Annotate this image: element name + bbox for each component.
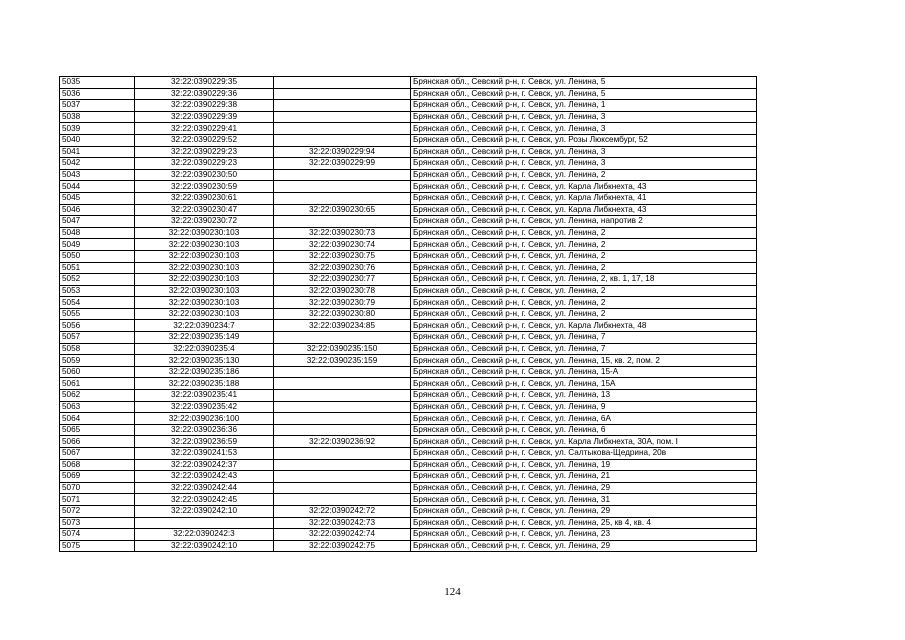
table-row xyxy=(60,134,757,146)
row-number-cell: 5072 xyxy=(60,505,135,517)
table-row xyxy=(60,332,757,344)
cadastral-table-body xyxy=(60,77,757,552)
table-row xyxy=(60,424,757,436)
row-number-cell: 5042 xyxy=(60,158,135,170)
related-number-cell xyxy=(274,77,411,89)
address-cell: Брянская обл., Севский р-н, г. Севск, ул. Ленина, 3 xyxy=(411,123,757,135)
related-number-cell: 32:22:0390242:73 xyxy=(274,517,411,529)
address-cell: Брянская обл., Севский р-н, г. Севск, ул. Ленина, 2 xyxy=(411,239,757,251)
cadastral-table xyxy=(59,76,757,552)
related-number-cell xyxy=(274,471,411,483)
cadastral-number-cell: 32:22:0390235:186 xyxy=(135,366,274,378)
row-number-cell: 5071 xyxy=(60,494,135,506)
address-cell: Брянская обл., Севский р-н, г. Севск, ул. Ленина, 2, кв. 1, 17, 18 xyxy=(411,274,757,286)
row-number-cell: 5050 xyxy=(60,250,135,262)
table-row xyxy=(60,448,757,460)
related-number-cell: 32:22:0390230:76 xyxy=(274,262,411,274)
address-cell: Брянская обл., Севский р-н, г. Севск, ул. Карла Либкнехта, 43 xyxy=(411,181,757,193)
cadastral-number-cell: 32:22:0390230:103 xyxy=(135,227,274,239)
cadastral-number-cell: 32:22:0390229:35 xyxy=(135,77,274,89)
table-row xyxy=(60,517,757,529)
related-number-cell: 32:22:0390230:80 xyxy=(274,308,411,320)
row-number-cell: 5057 xyxy=(60,332,135,344)
table-row xyxy=(60,216,757,228)
address-cell: Брянская обл., Севский р-н, г. Севск, ул. Ленина, 9 xyxy=(411,401,757,413)
row-number-cell: 5035 xyxy=(60,77,135,89)
related-number-cell: 32:22:0390242:72 xyxy=(274,505,411,517)
cadastral-number-cell: 32:22:0390235:130 xyxy=(135,355,274,367)
address-cell: Брянская обл., Севский р-н, г. Севск, ул. Ленина, 1 xyxy=(411,100,757,112)
address-cell: Брянская обл., Севский р-н, г. Севск, ул. Ленина, 2 xyxy=(411,250,757,262)
related-number-cell xyxy=(274,192,411,204)
related-number-cell: 32:22:0390230:74 xyxy=(274,239,411,251)
table-row xyxy=(60,297,757,309)
row-number-cell: 5039 xyxy=(60,123,135,135)
related-number-cell xyxy=(274,88,411,100)
address-cell: Брянская обл., Севский р-н, г. Севск, ул. Ленина, 29 xyxy=(411,540,757,552)
address-cell: Брянская обл., Севский р-н, г. Севск, ул. Ленина, 31 xyxy=(411,494,757,506)
row-number-cell: 5068 xyxy=(60,459,135,471)
table-row xyxy=(60,227,757,239)
related-number-cell xyxy=(274,123,411,135)
row-number-cell: 5060 xyxy=(60,366,135,378)
address-cell: Брянская обл., Севский р-н, г. Севск, ул. Ленина, 6 xyxy=(411,424,757,436)
cadastral-number-cell: 32:22:0390230:103 xyxy=(135,262,274,274)
table-row xyxy=(60,540,757,552)
cadastral-number-cell: 32:22:0390235:149 xyxy=(135,332,274,344)
address-cell: Брянская обл., Севский р-н, г. Севск, ул. Ленина, 15А xyxy=(411,378,757,390)
row-number-cell: 5069 xyxy=(60,471,135,483)
table-row xyxy=(60,123,757,135)
cadastral-number-cell: 32:22:0390230:103 xyxy=(135,274,274,286)
cadastral-number-cell xyxy=(135,517,274,529)
related-number-cell: 32:22:0390242:74 xyxy=(274,529,411,541)
cadastral-number-cell: 32:22:0390229:41 xyxy=(135,123,274,135)
address-cell: Брянская обл., Севский р-н, г. Севск, ул. Ленина, 2 xyxy=(411,262,757,274)
table-row xyxy=(60,274,757,286)
row-number-cell: 5053 xyxy=(60,285,135,297)
cadastral-number-cell: 32:22:0390235:4 xyxy=(135,343,274,355)
address-cell: Брянская обл., Севский р-н, г. Севск, ул. Ленина, напротив 2 xyxy=(411,216,757,228)
table-row xyxy=(60,158,757,170)
row-number-cell: 5055 xyxy=(60,308,135,320)
related-number-cell: 32:22:0390235:150 xyxy=(274,343,411,355)
address-cell: Брянская обл., Севский р-н, г. Севск, ул. Ленина, 3 xyxy=(411,158,757,170)
address-cell: Брянская обл., Севский р-н, г. Севск, ул. Ленина, 2 xyxy=(411,169,757,181)
address-cell: Брянская обл., Севский р-н, г. Севск, ул. Ленина, 15, кв. 2, пом. 2 xyxy=(411,355,757,367)
cadastral-number-cell: 32:22:0390230:103 xyxy=(135,239,274,251)
cadastral-number-cell: 32:22:0390230:103 xyxy=(135,297,274,309)
related-number-cell: 32:22:0390230:77 xyxy=(274,274,411,286)
address-cell: Брянская обл., Севский р-н, г. Севск, ул. Розы Люксембург, 52 xyxy=(411,134,757,146)
address-cell: Брянская обл., Севский р-н, г. Севск, ул. Ленина, 3 xyxy=(411,146,757,158)
table-row xyxy=(60,320,757,332)
address-cell: Брянская обл., Севский р-н, г. Севск, ул. Ленина, 19 xyxy=(411,459,757,471)
row-number-cell: 5041 xyxy=(60,146,135,158)
related-number-cell xyxy=(274,494,411,506)
table-row xyxy=(60,401,757,413)
address-cell: Брянская обл., Севский р-н, г. Севск, ул. Ленина, 25, кв 4, кв. 4 xyxy=(411,517,757,529)
cadastral-number-cell: 32:22:0390229:52 xyxy=(135,134,274,146)
table-row xyxy=(60,146,757,158)
row-number-cell: 5070 xyxy=(60,482,135,494)
row-number-cell: 5047 xyxy=(60,216,135,228)
address-cell: Брянская обл., Севский р-н, г. Севск, ул. Ленина, 7 xyxy=(411,343,757,355)
cadastral-number-cell: 32:22:0390230:103 xyxy=(135,308,274,320)
row-number-cell: 5036 xyxy=(60,88,135,100)
row-number-cell: 5073 xyxy=(60,517,135,529)
row-number-cell: 5045 xyxy=(60,192,135,204)
table-row xyxy=(60,390,757,402)
related-number-cell xyxy=(274,390,411,402)
cadastral-number-cell: 32:22:0390242:43 xyxy=(135,471,274,483)
address-cell: Брянская обл., Севский р-н, г. Севск, ул. Ленина, 29 xyxy=(411,482,757,494)
cadastral-number-cell: 32:22:0390229:38 xyxy=(135,100,274,112)
cadastral-number-cell: 32:22:0390230:50 xyxy=(135,169,274,181)
table-row xyxy=(60,494,757,506)
row-number-cell: 5059 xyxy=(60,355,135,367)
row-number-cell: 5074 xyxy=(60,529,135,541)
cadastral-number-cell: 32:22:0390236:36 xyxy=(135,424,274,436)
cadastral-number-cell: 32:22:0390242:10 xyxy=(135,505,274,517)
table-row xyxy=(60,204,757,216)
related-number-cell: 32:22:0390230:75 xyxy=(274,250,411,262)
related-number-cell: 32:22:0390236:92 xyxy=(274,436,411,448)
row-number-cell: 5058 xyxy=(60,343,135,355)
related-number-cell xyxy=(274,332,411,344)
row-number-cell: 5067 xyxy=(60,448,135,460)
address-cell: Брянская обл., Севский р-н, г. Севск, ул. Салтыкова-Щедрина, 20в xyxy=(411,448,757,460)
row-number-cell: 5052 xyxy=(60,274,135,286)
row-number-cell: 5056 xyxy=(60,320,135,332)
address-cell: Брянская обл., Севский р-н, г. Севск, ул. Ленина, 7 xyxy=(411,332,757,344)
table-row xyxy=(60,262,757,274)
related-number-cell xyxy=(274,169,411,181)
table-row xyxy=(60,529,757,541)
row-number-cell: 5065 xyxy=(60,424,135,436)
address-cell: Брянская обл., Севский р-н, г. Севск, ул. Ленина, 2 xyxy=(411,227,757,239)
cadastral-number-cell: 32:22:0390230:59 xyxy=(135,181,274,193)
table-row xyxy=(60,181,757,193)
address-cell: Брянская обл., Севский р-н, г. Севск, ул. Ленина, 23 xyxy=(411,529,757,541)
cadastral-number-cell: 32:22:0390230:103 xyxy=(135,285,274,297)
row-number-cell: 5040 xyxy=(60,134,135,146)
address-cell: Брянская обл., Севский р-н, г. Севск, ул. Ленина, 2 xyxy=(411,297,757,309)
table-row xyxy=(60,285,757,297)
related-number-cell: 32:22:0390230:78 xyxy=(274,285,411,297)
table-row xyxy=(60,343,757,355)
table-row xyxy=(60,482,757,494)
table-row xyxy=(60,77,757,89)
row-number-cell: 5046 xyxy=(60,204,135,216)
related-number-cell: 32:22:0390230:65 xyxy=(274,204,411,216)
address-cell: Брянская обл., Севский р-н, г. Севск, ул. Ленина, 5 xyxy=(411,77,757,89)
related-number-cell: 32:22:0390235:159 xyxy=(274,355,411,367)
cadastral-number-cell: 32:22:0390230:47 xyxy=(135,204,274,216)
row-number-cell: 5051 xyxy=(60,262,135,274)
cadastral-number-cell: 32:22:0390230:103 xyxy=(135,250,274,262)
related-number-cell xyxy=(274,413,411,425)
row-number-cell: 5049 xyxy=(60,239,135,251)
address-cell: Брянская обл., Севский р-н, г. Севск, ул. Ленина, 15-А xyxy=(411,366,757,378)
row-number-cell: 5054 xyxy=(60,297,135,309)
row-number-cell: 5037 xyxy=(60,100,135,112)
table-row xyxy=(60,192,757,204)
address-cell: Брянская обл., Севский р-н, г. Севск, ул. Карла Либкнехта, 48 xyxy=(411,320,757,332)
related-number-cell: 32:22:0390229:94 xyxy=(274,146,411,158)
cadastral-number-cell: 32:22:0390230:72 xyxy=(135,216,274,228)
address-cell: Брянская обл., Севский р-н, г. Севск, ул. Ленина, 6А xyxy=(411,413,757,425)
related-number-cell xyxy=(274,134,411,146)
row-number-cell: 5066 xyxy=(60,436,135,448)
related-number-cell: 32:22:0390234:85 xyxy=(274,320,411,332)
table-row xyxy=(60,366,757,378)
related-number-cell: 32:22:0390242:75 xyxy=(274,540,411,552)
cadastral-number-cell: 32:22:0390236:59 xyxy=(135,436,274,448)
row-number-cell: 5063 xyxy=(60,401,135,413)
cadastral-number-cell: 32:22:0390235:42 xyxy=(135,401,274,413)
address-cell: Брянская обл., Севский р-н, г. Севск, ул. Карла Либкнехта, 30А, пом. I xyxy=(411,436,757,448)
related-number-cell xyxy=(274,401,411,413)
table-row xyxy=(60,505,757,517)
row-number-cell: 5043 xyxy=(60,169,135,181)
address-cell: Брянская обл., Севский р-н, г. Севск, ул. Ленина, 29 xyxy=(411,505,757,517)
row-number-cell: 5075 xyxy=(60,540,135,552)
address-cell: Брянская обл., Севский р-н, г. Севск, ул. Ленина, 2 xyxy=(411,308,757,320)
table-row xyxy=(60,471,757,483)
cadastral-number-cell: 32:22:0390242:37 xyxy=(135,459,274,471)
cadastral-number-cell: 32:22:0390229:36 xyxy=(135,88,274,100)
cadastral-number-cell: 32:22:0390242:10 xyxy=(135,540,274,552)
table-row xyxy=(60,250,757,262)
related-number-cell xyxy=(274,424,411,436)
cadastral-number-cell: 32:22:0390235:188 xyxy=(135,378,274,390)
related-number-cell xyxy=(274,181,411,193)
cadastral-number-cell: 32:22:0390229:23 xyxy=(135,158,274,170)
table-row xyxy=(60,308,757,320)
address-cell: Брянская обл., Севский р-н, г. Севск, ул. Карла Либкнехта, 43 xyxy=(411,204,757,216)
cadastral-number-cell: 32:22:0390236:100 xyxy=(135,413,274,425)
related-number-cell: 32:22:0390230:79 xyxy=(274,297,411,309)
row-number-cell: 5061 xyxy=(60,378,135,390)
row-number-cell: 5048 xyxy=(60,227,135,239)
table-row xyxy=(60,459,757,471)
related-number-cell xyxy=(274,100,411,112)
cadastral-number-cell: 32:22:0390235:41 xyxy=(135,390,274,402)
row-number-cell: 5044 xyxy=(60,181,135,193)
address-cell: Брянская обл., Севский р-н, г. Севск, ул. Ленина, 5 xyxy=(411,88,757,100)
address-cell: Брянская обл., Севский р-н, г. Севск, ул. Ленина, 21 xyxy=(411,471,757,483)
related-number-cell xyxy=(274,378,411,390)
table-row xyxy=(60,378,757,390)
related-number-cell xyxy=(274,448,411,460)
related-number-cell: 32:22:0390230:73 xyxy=(274,227,411,239)
cadastral-number-cell: 32:22:0390242:45 xyxy=(135,494,274,506)
table-row xyxy=(60,355,757,367)
cadastral-number-cell: 32:22:0390230:61 xyxy=(135,192,274,204)
related-number-cell xyxy=(274,216,411,228)
address-cell: Брянская обл., Севский р-н, г. Севск, ул. Ленина, 3 xyxy=(411,111,757,123)
related-number-cell: 32:22:0390229:99 xyxy=(274,158,411,170)
cadastral-number-cell: 32:22:0390241:53 xyxy=(135,448,274,460)
address-cell: Брянская обл., Севский р-н, г. Севск, ул. Ленина, 2 xyxy=(411,285,757,297)
table-row xyxy=(60,88,757,100)
table-row xyxy=(60,111,757,123)
table-row xyxy=(60,100,757,112)
cadastral-number-cell: 32:22:0390234:7 xyxy=(135,320,274,332)
cadastral-number-cell: 32:22:0390229:23 xyxy=(135,146,274,158)
cadastral-number-cell: 32:22:0390242:44 xyxy=(135,482,274,494)
address-cell: Брянская обл., Севский р-н, г. Севск, ул. Ленина, 13 xyxy=(411,390,757,402)
row-number-cell: 5062 xyxy=(60,390,135,402)
table-row xyxy=(60,169,757,181)
related-number-cell xyxy=(274,366,411,378)
page-number: 124 xyxy=(444,586,461,598)
cadastral-number-cell: 32:22:0390242:3 xyxy=(135,529,274,541)
row-number-cell: 5064 xyxy=(60,413,135,425)
table-row xyxy=(60,413,757,425)
table-row xyxy=(60,436,757,448)
related-number-cell xyxy=(274,482,411,494)
address-cell: Брянская обл., Севский р-н, г. Севск, ул. Карла Либкнехта, 41 xyxy=(411,192,757,204)
table-row xyxy=(60,239,757,251)
related-number-cell xyxy=(274,111,411,123)
related-number-cell xyxy=(274,459,411,471)
cadastral-number-cell: 32:22:0390229:39 xyxy=(135,111,274,123)
row-number-cell: 5038 xyxy=(60,111,135,123)
